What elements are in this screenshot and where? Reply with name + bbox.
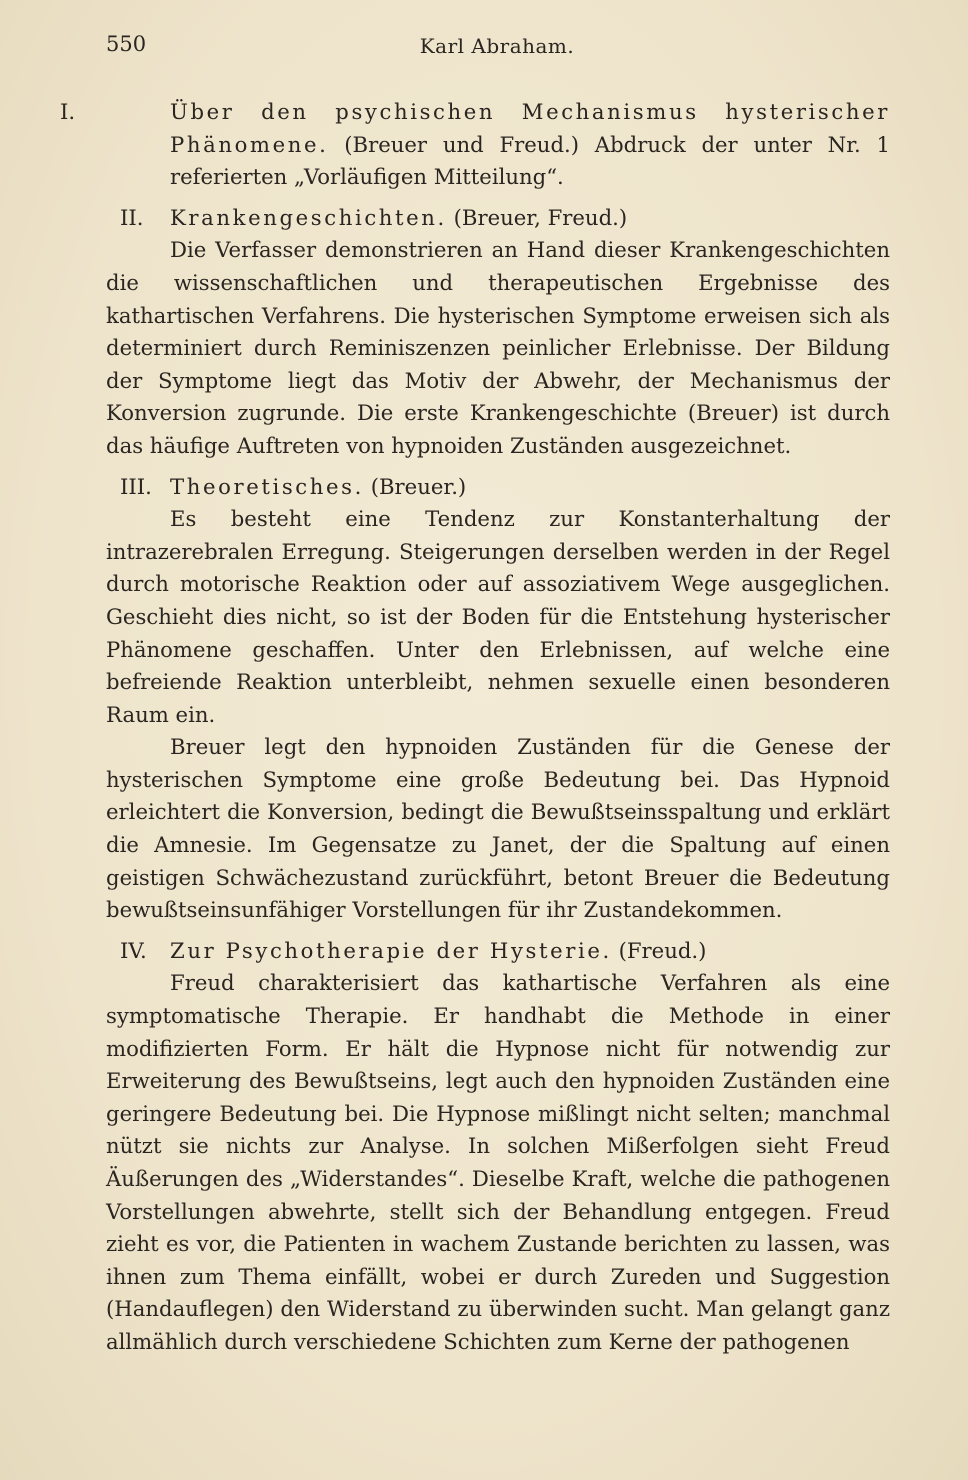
entry-1-number: I. (60, 99, 76, 124)
section-3-authors: (Breuer.) (363, 473, 467, 499)
section-2-title: Krankengeschichten. (170, 204, 447, 230)
running-head: Karl Abraham. (419, 34, 575, 58)
section-2-authors: (Breuer, Freud.) (446, 204, 628, 230)
section-3-paragraph-1: Es besteht eine Tendenz zur Konstanterhaltung der intrazerebralen Erregung. Steigerungen derselben werden in der Regel durch motorische Reaktion oder auf assoziativem Wege ausgeglichen. Geschieht dies nicht, so ist der Boden für die Entstehung hysterischer Phänomene geschaffen. Unter den Erlebnissen, auf welche eine befreiende Reaktion unterbleibt, nehmen sexuelle einen besonderen Raum ein. (106, 506, 890, 727)
entry-1 (60, 96, 890, 194)
section-4-number: IV. (120, 937, 147, 963)
section-3-heading (106, 471, 890, 504)
section-2-paragraph: Die Verfasser demonstrieren an Hand dieser Krankengeschichten die wissenschaftlichen und therapeutischen Ergebnisse des kathartischen Verfahrens. Die hysterischen Symptome erweisen sich als determiniert durch Reminiszenzen peinlicher Erlebnisse. Der Bildung der Symptome liegt das Motiv der Abwehr, der Mechanismus der Konversion zugrunde. Die erste Krankengeschichte (Breuer) ist durch das häufige Auftreten von hypnoiden Zuständen ausgezeichnet. (106, 237, 890, 458)
section-3-number: III. (120, 473, 152, 499)
entry-1-title: Über den psychischen Mechanismus hysterischer Phänomene. (170, 99, 890, 157)
section-4-heading (106, 935, 890, 968)
section-3-paragraph-2: Breuer legt den hypnoiden Zuständen für die Genese der hysterischen Symptome eine große Bedeutung bei. Das Hypnoid erleichtert die Konversion, bedingt die Bewußtseinsspaltung und erklärt die Amnesie. Im Gegensatze zu Janet, der die Spaltung auf einen geistigen Schwächezustand zurückführt, betont Breuer die Bedeutung bewußtseinsunfähiger Vorstellungen für ihr Zustandekommen. (106, 734, 890, 923)
section-4-title: Zur Psychotherapie der Hysterie. (170, 937, 612, 963)
section-2-heading (106, 202, 890, 235)
section-2-number: II. (120, 204, 144, 230)
page-body (60, 96, 890, 1359)
page-header (106, 32, 888, 64)
page-number: 550 (106, 32, 147, 56)
section-4-authors: (Freud.) (611, 937, 707, 963)
section-3-title: Theoretisches. (170, 473, 364, 499)
section-4-paragraph: Freud charakterisiert das kathartische Verfahren als eine symptomatische Therapie. Er handhabt die Methode in einer modifizierten Form. Er hält die Hypnose nicht für notwendig zur Erweiterung des Bewußtseins, legt auch den hypnoiden Zuständen eine geringere Bedeutung bei. Die Hypnose mißlingt nicht selten; manchmal nützt sie nichts zur Analyse. In solchen Mißerfolgen sieht Freud Äußerungen des „Widerstandes“. Dieselbe Kraft, welche die pathogenen Vorstellungen abwehrte, stellt sich der Behandlung entgegen. Freud zieht es vor, die Patienten in wachem Zustande berichten zu lassen, was ihnen zum Thema einfällt, wobei er durch Zureden und Suggestion (Handauflegen) den Widerstand zu überwinden sucht. Man gelangt ganz allmählich durch verschiedene Schichten zum Kerne der pathogenen (106, 970, 890, 1354)
entry-1-text: (Breuer und Freud.) Abdruck der unter Nr. 1 referierten „Vorläufigen Mitteilung“. (170, 131, 890, 190)
